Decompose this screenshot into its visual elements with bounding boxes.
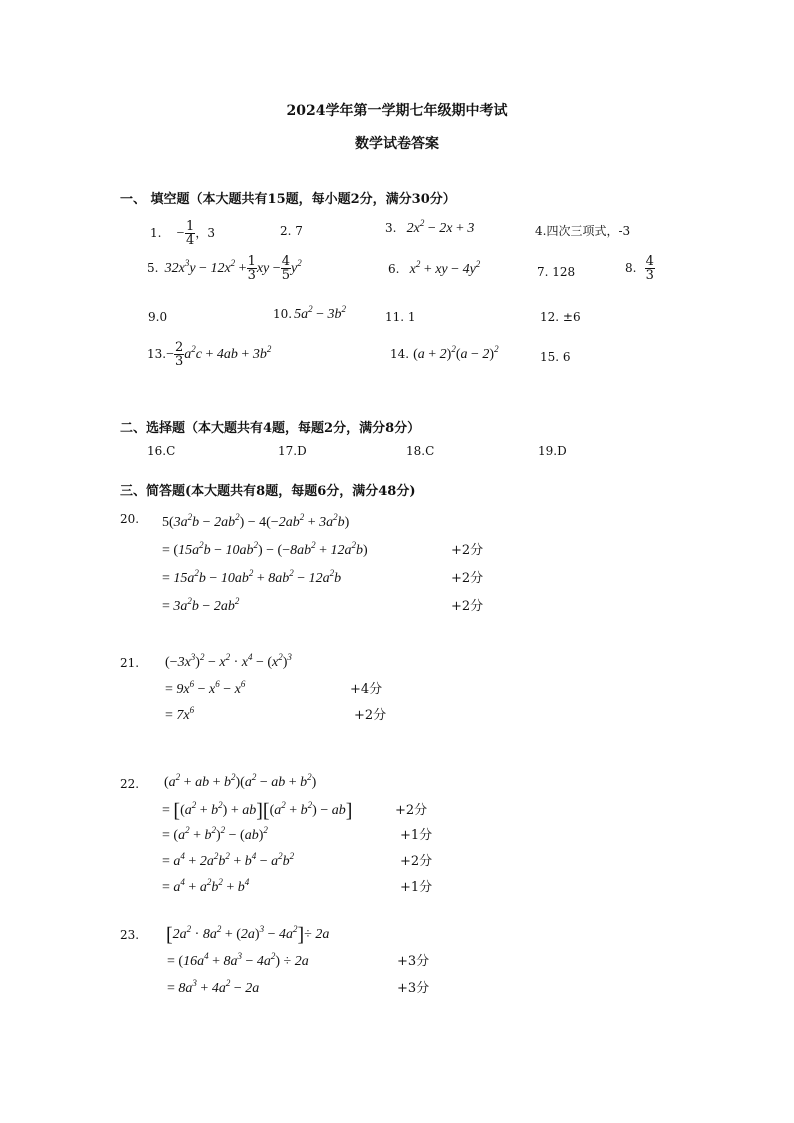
q20-line4: = $3a^2b - 2ab^2$	[162, 596, 240, 614]
q23-line1: $[2a^2 \cdot 8a^2 + (2a)^3 - 4a^2]\div 2a$	[166, 924, 330, 946]
q22-score-3: +2分	[400, 854, 433, 869]
q22-score-2: +1分	[400, 828, 433, 843]
q23-score-2: +3分	[397, 981, 430, 996]
q20-score-3: +2分	[451, 599, 484, 614]
answer-q14: 14. $(a + 2)^2(a - 2)^2$	[390, 344, 499, 362]
q23-line3: = $8a^3 + 4a^2 - 2a$	[167, 978, 260, 996]
answer-q19: 19.D	[538, 444, 567, 458]
q1-fraction: $\frac{1}{4}$	[186, 219, 195, 248]
q21-line1: $(-3x^3)^2 - x^2 \cdot x^4 - (x^2)^3$	[165, 652, 292, 670]
q23-score-1: +3分	[397, 954, 430, 969]
answer-q9: 9.0	[148, 310, 168, 324]
q21-line3: = $7x^6$	[165, 705, 195, 723]
q22-line3: = $(a^2 + b^2)^2 - (ab)^2$	[162, 825, 268, 843]
q23-line2: = $(16a^4 + 8a^3 - 4a^2) \div 2a$	[167, 951, 309, 969]
answer-q2: 2. 7	[280, 224, 303, 238]
q22-number: 22.	[120, 777, 140, 791]
answer-q10: 10. $5a^2 - 3b^2$	[273, 304, 346, 322]
q1-number: 1.	[150, 226, 162, 240]
answer-q1: 1. − $\frac{1}{4}$ ，3	[150, 219, 215, 248]
q22-score-1: +2分	[395, 803, 428, 818]
q1-rest: ，3	[195, 226, 215, 240]
q20-line3: = $15a^2b - 10ab^2 + 8ab^2 - 12a^2b$	[162, 568, 342, 586]
q20-line2: = $(15a^2b - 10ab^2) - (-8ab^2 + 12a^2b)$	[162, 540, 368, 558]
q22-line2: = $[(a^2 + b^2) + ab][(a^2 + b^2) - ab]$	[162, 800, 353, 822]
q22-line1: ($a^2$ + ab + $b^2)(a^2$ − ab + $b^2$)	[164, 772, 317, 790]
section1-heading: 一、 填空题（本大题共有15题，每小题2分，满分30分）	[120, 192, 456, 207]
answer-q16: 16.C	[147, 444, 176, 458]
q20-number: 20.	[120, 512, 140, 526]
answer-q5: 5. $32x^3y - 12x^2$ + $\frac{1}{3}$ xy − $\frac{4}{5}$ $y^2$	[147, 254, 302, 283]
answer-q6: 6. $x^2$ + xy − $4y^2$	[388, 259, 481, 277]
q21-score-2: +2分	[354, 708, 387, 723]
answer-q8: 8. $\frac{4}{3}$	[625, 254, 654, 283]
answer-q7: 7. 128	[537, 265, 576, 279]
answer-q4: 4.四次三项式，-3	[535, 224, 631, 238]
section2-heading: 二、选择题（本大题共有4题，每题2分，满分8分）	[120, 421, 421, 436]
answer-q15: 15. 6	[540, 350, 571, 364]
answer-q3: 3. $2x^2 - 2x + 3$	[385, 218, 475, 236]
q20-score-1: +2分	[451, 543, 484, 558]
section3-heading: 三、简答题(本大题共有8题，每题6分，满分48分)	[120, 484, 416, 499]
answer-q18: 18.C	[406, 444, 435, 458]
page-subtitle: 数学试卷答案	[355, 136, 439, 152]
answer-q11: 11. 1	[385, 310, 416, 324]
q20-line1: $5(3a^2b - 2ab^2) - 4(-2ab^2 + 3a^2b)$	[162, 512, 350, 530]
q23-number: 23.	[120, 928, 140, 942]
q22-line4: = $a^4 + 2a^2b^2 + b^4 - a^2b^2$	[162, 851, 295, 869]
answer-q13: 13.− $\frac{2}{3}$ $a^2c + 4ab + 3b^2$	[147, 340, 272, 369]
page-title: 2024学年第一学期七年级期中考试	[286, 103, 508, 119]
q21-score-1: +4分	[350, 682, 383, 697]
q22-line5: = $a^4 + a^2b^2 + b^4$	[162, 877, 250, 895]
q21-line2: = $9x^6 - x^6 - x^6$	[165, 679, 246, 697]
q20-score-2: +2分	[451, 571, 484, 586]
answer-q17: 17.D	[278, 444, 307, 458]
q21-number: 21.	[120, 656, 140, 670]
q22-score-4: +1分	[400, 880, 433, 895]
answer-q12: 12. ±6	[540, 310, 581, 324]
